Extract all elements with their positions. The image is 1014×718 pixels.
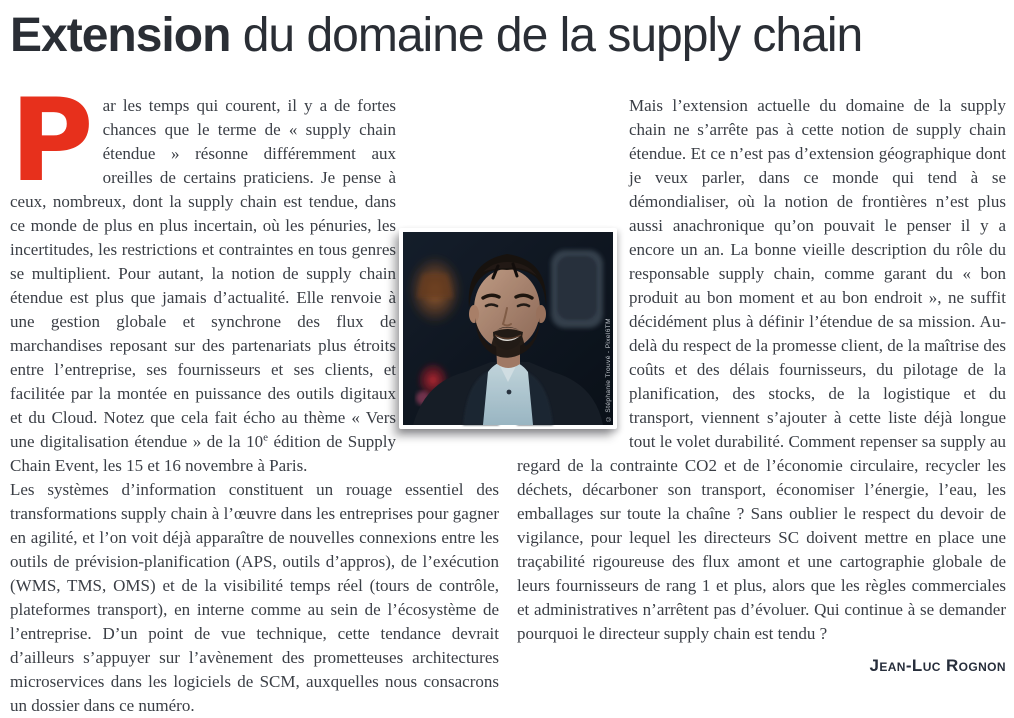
article-headline xyxy=(10,8,1010,65)
paragraph: Mais l’extension actuelle du domaine de la supply chain ne s’arrête pas à cette notion de supply chain étendue. Et ce n’est pas d’extension géographique dont je veux parler, dans ce monde qui tend à se démondialiser, où la notion de frontières n’est plus aussi anachronique qu’on pouvait le penser il y a encore un an. La bonne vieille description du rôle du responsable supply chain, comme garant du « bon produit au bon moment et au bon endroit », ne suffit décidément plus à définir l’étendue de sa mission. Au-delà du respect de la promesse client, de la maîtrise des coûts et des délais fournisseurs, du pilotage de la planification, des stocks, de la logistique et du transport, viennent s’ajouter à cette liste déjà longue tout le volet durabilité. Comment repenser sa supply au regard de la contrainte CO2 et de l’économie circulaire, recycler les déchets, décarboner son transport, économiser l’énergie, l’eau, les emballages sur toute la chaîne ? Sans oublier le respect du devoir de vigilance, pour lequel les directeurs SC doivent mettre en place une traçabilité rigoureuse des flux amont et une cartographie globale de leurs fournisseurs de rang 1 et plus, alors que les règles commerciales et administratives n’arrêtent pas d’évoluer. Qui continue à se demander pourquoi le directeur supply chain est tendu ? xyxy=(517,96,1006,643)
photo-credit: © Stéphanie Trouvé - Pixel6TM xyxy=(605,317,612,422)
headline-rest: du domaine de la supply chain xyxy=(230,9,863,62)
portrait-photo xyxy=(399,228,617,429)
paragraph-text: ar les temps qui courent, il y a de fortes chances que le terme de « supply chain étendue » résonne différemment aux oreilles de certains praticiens. Je pense à ceux, nombreux, dont la supply chain est tendue, dans ce monde de plus en plus incertain, où les pénuries, les incertitudes, les restrictions et contraintes en tous genres se multiplient. Pour autant, la notion de supply chain étendue est plus que jamais d’actualité. Elle renvoie à une gestion globale et synchrone des flux de marchandises reposant sur des partenariats plus étroits entre l’entreprise, ses fournisseurs et ses clients, et facilitée par la montée en puissance des outils digitaux et du Cloud. Notez que cela fait écho au thème « Vers une digitalisation étendue » de la 10 xyxy=(10,96,396,451)
ordinal-superscript: e xyxy=(263,431,268,444)
paragraph: Les systèmes d’information constituent un rouage essentiel des transformations supply chain à l’œuvre dans les entreprises pour gagner en agilité, et l’on voit déjà apparaître de nouvelles connexions entre les outils de prévision-planification (APS, outils d’appros), de l’exécution (WMS, TMS, OMS) et de la visibilité temps réel (tours de contrôle, plateformes transport), en interne comme au sein de l’écosystème de l’entreprise. D’un point de vue technique, cette tendance devrait d’ailleurs s’appuyer sur l’avènement des prometteuses architectures microservices dans les logiciels de SCM, auxquelles nous consacrons un dossier dans ce numéro. xyxy=(10,480,499,715)
drop-cap: P xyxy=(10,74,94,207)
portrait-photo-image xyxy=(403,232,613,425)
headline-emphasis: Extension xyxy=(10,9,231,62)
paragraph-text: édition de Supply Chain Event, les 15 et 16 novembre à Paris. xyxy=(10,432,396,475)
author-byline: Jean-Luc Rognon xyxy=(869,656,1006,675)
portrait-illustration xyxy=(403,232,613,425)
